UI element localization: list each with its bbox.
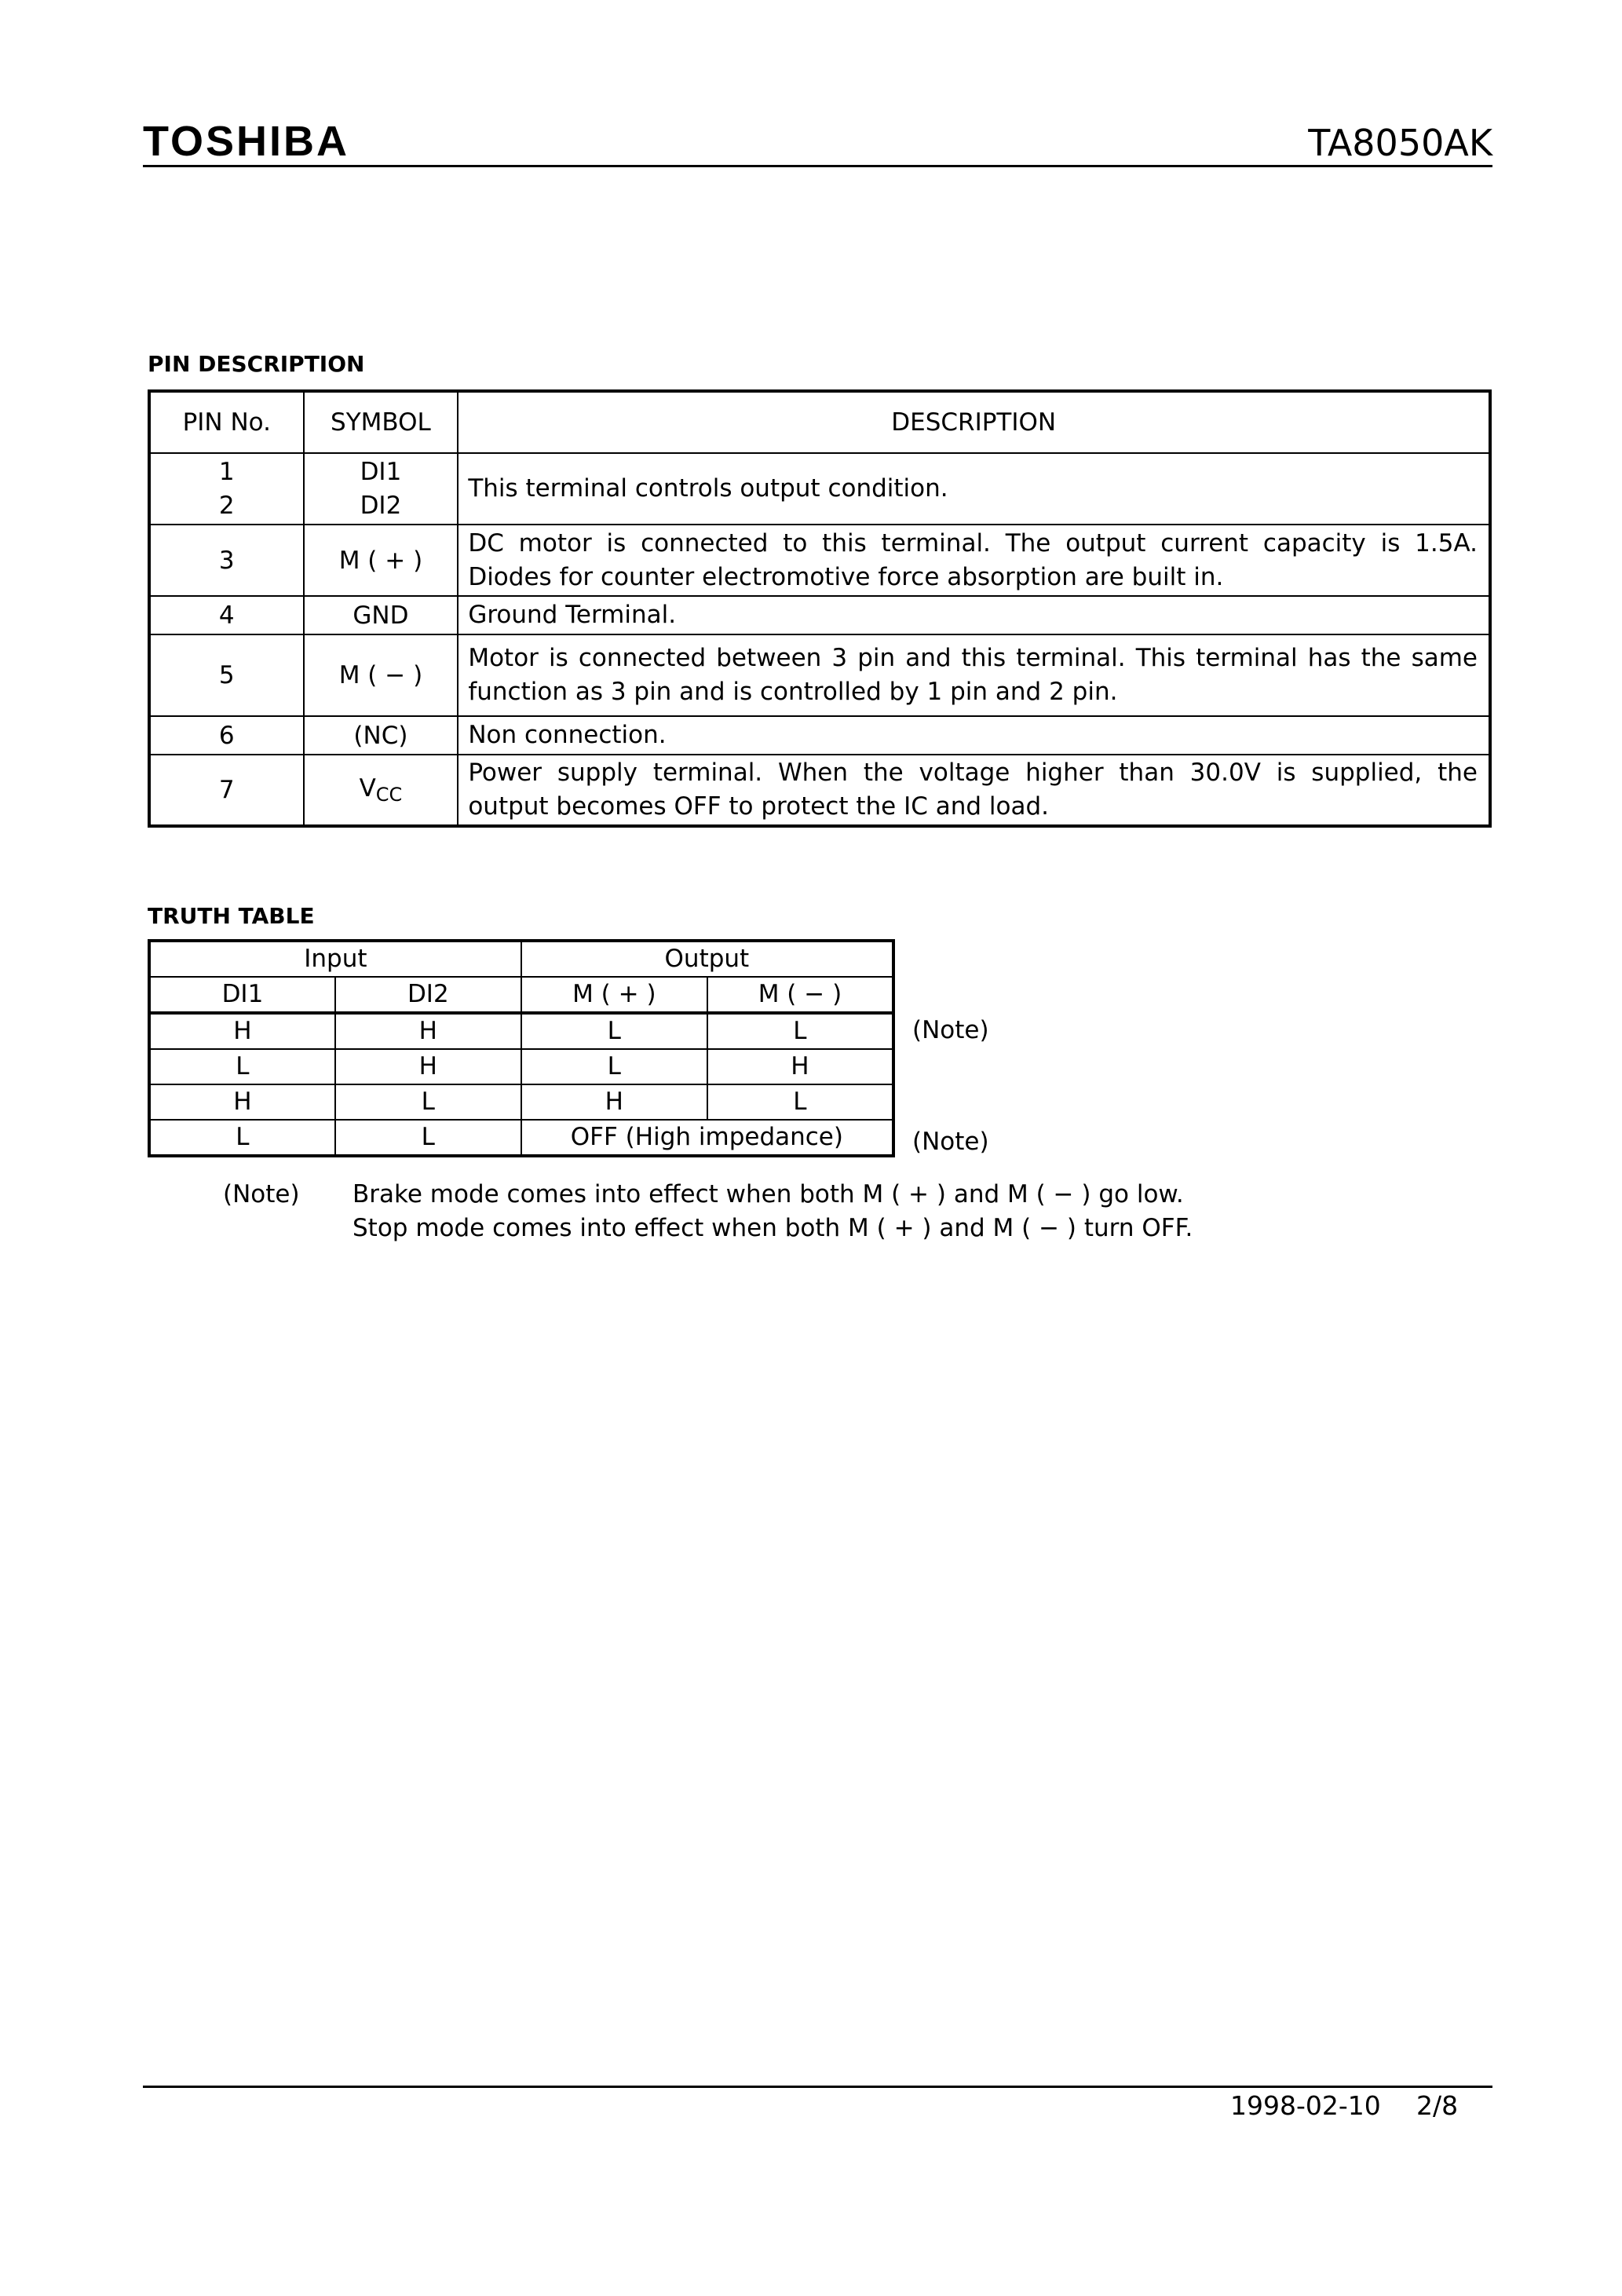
pin-number: 3 (149, 525, 304, 596)
table-cell: L (335, 1120, 521, 1156)
truth-table (148, 939, 895, 1157)
note-text: Brake mode comes into effect when both M ( + ) and M ( − ) go low. (353, 1180, 1184, 1208)
table-row (149, 1084, 893, 1120)
pin-number: 5 (149, 634, 304, 716)
brand-logo: TOSHIBA (143, 118, 350, 165)
table-header-row (149, 391, 1490, 453)
pin-number-cell (149, 453, 304, 525)
column-header: DESCRIPTION (458, 391, 1490, 453)
header-divider (143, 165, 1492, 167)
pin-number: 6 (149, 716, 304, 755)
table-row (149, 634, 1490, 716)
pin-symbol: DI2 (360, 491, 402, 520)
pin-symbol: GND (304, 596, 458, 634)
pin-description: Motor is connected between 3 pin and this terminal. This terminal has the same function as 3 pin and is controlled by 1 pin and 2 pin. (458, 634, 1490, 716)
table-cell: L (521, 1013, 707, 1049)
table-cell: L (149, 1049, 335, 1084)
pin-number: 1 (218, 457, 235, 486)
note-label: (Note) (223, 1180, 300, 1208)
table-row (149, 755, 1490, 826)
pin-description: Ground Terminal. (458, 596, 1490, 634)
table-row (149, 596, 1490, 634)
input-group-header: Input (149, 941, 521, 977)
table-cell: OFF (High impedance) (521, 1120, 893, 1156)
table-row (149, 1120, 893, 1156)
pin-symbol: (NC) (304, 716, 458, 755)
pin-symbol: DI1 (360, 457, 402, 486)
pin-description-title: PIN DESCRIPTION (148, 351, 365, 377)
pin-symbol: M ( − ) (304, 634, 458, 716)
pin-description-table (148, 389, 1492, 828)
column-header: SYMBOL (304, 391, 458, 453)
pin-number: 4 (149, 596, 304, 634)
pin-description: This terminal controls output condition. (458, 453, 1490, 525)
pin-description: Power supply terminal. When the voltage higher than 30.0V is supplied, the output becomes OFF to protect the IC and load. (458, 755, 1490, 826)
note-text: Stop mode comes into effect when both M ( + ) and M ( − ) turn OFF. (353, 1214, 1193, 1242)
pin-number: 7 (149, 755, 304, 826)
footer-date: 1998-02-10 (1230, 2090, 1381, 2121)
symbol-subscript: CC (375, 784, 403, 806)
table-cell: H (521, 1084, 707, 1120)
column-header: PIN No. (149, 391, 304, 453)
table-row (149, 525, 1490, 596)
column-header: DI2 (335, 977, 521, 1013)
truth-table-title: TRUTH TABLE (148, 903, 315, 929)
table-cell: L (335, 1084, 521, 1120)
table-row (149, 1049, 893, 1084)
table-row (149, 1013, 893, 1049)
table-row (149, 716, 1490, 755)
footer-divider (143, 2086, 1492, 2088)
table-cell: L (149, 1120, 335, 1156)
table-cell: H (149, 1084, 335, 1120)
table-cell: L (521, 1049, 707, 1084)
table-row (149, 453, 1490, 525)
row-note-marker: (Note) (912, 1016, 989, 1044)
pin-description: Non connection. (458, 716, 1490, 755)
table-cell: L (707, 1013, 893, 1049)
column-header-row (149, 977, 893, 1013)
page-number: 2/8 (1416, 2090, 1459, 2121)
table-cell: L (707, 1084, 893, 1120)
pin-description: DC motor is connected to this terminal. The output current capacity is 1.5A. Diodes for counter electromotive force absorption are built in. (458, 525, 1490, 596)
table-cell: H (335, 1013, 521, 1049)
column-header: M ( + ) (521, 977, 707, 1013)
output-group-header: Output (521, 941, 893, 977)
column-header: M ( − ) (707, 977, 893, 1013)
table-cell: H (335, 1049, 521, 1084)
pin-number: 2 (218, 491, 235, 520)
symbol-main: V (359, 774, 376, 803)
table-cell: H (149, 1013, 335, 1049)
group-header-row (149, 941, 893, 977)
column-header: DI1 (149, 977, 335, 1013)
pin-symbol (304, 755, 458, 826)
symbol-cell (304, 453, 458, 525)
pin-symbol: M ( + ) (304, 525, 458, 596)
row-note-marker: (Note) (912, 1128, 989, 1156)
model-number: TA8050AK (1308, 122, 1492, 164)
table-cell: H (707, 1049, 893, 1084)
